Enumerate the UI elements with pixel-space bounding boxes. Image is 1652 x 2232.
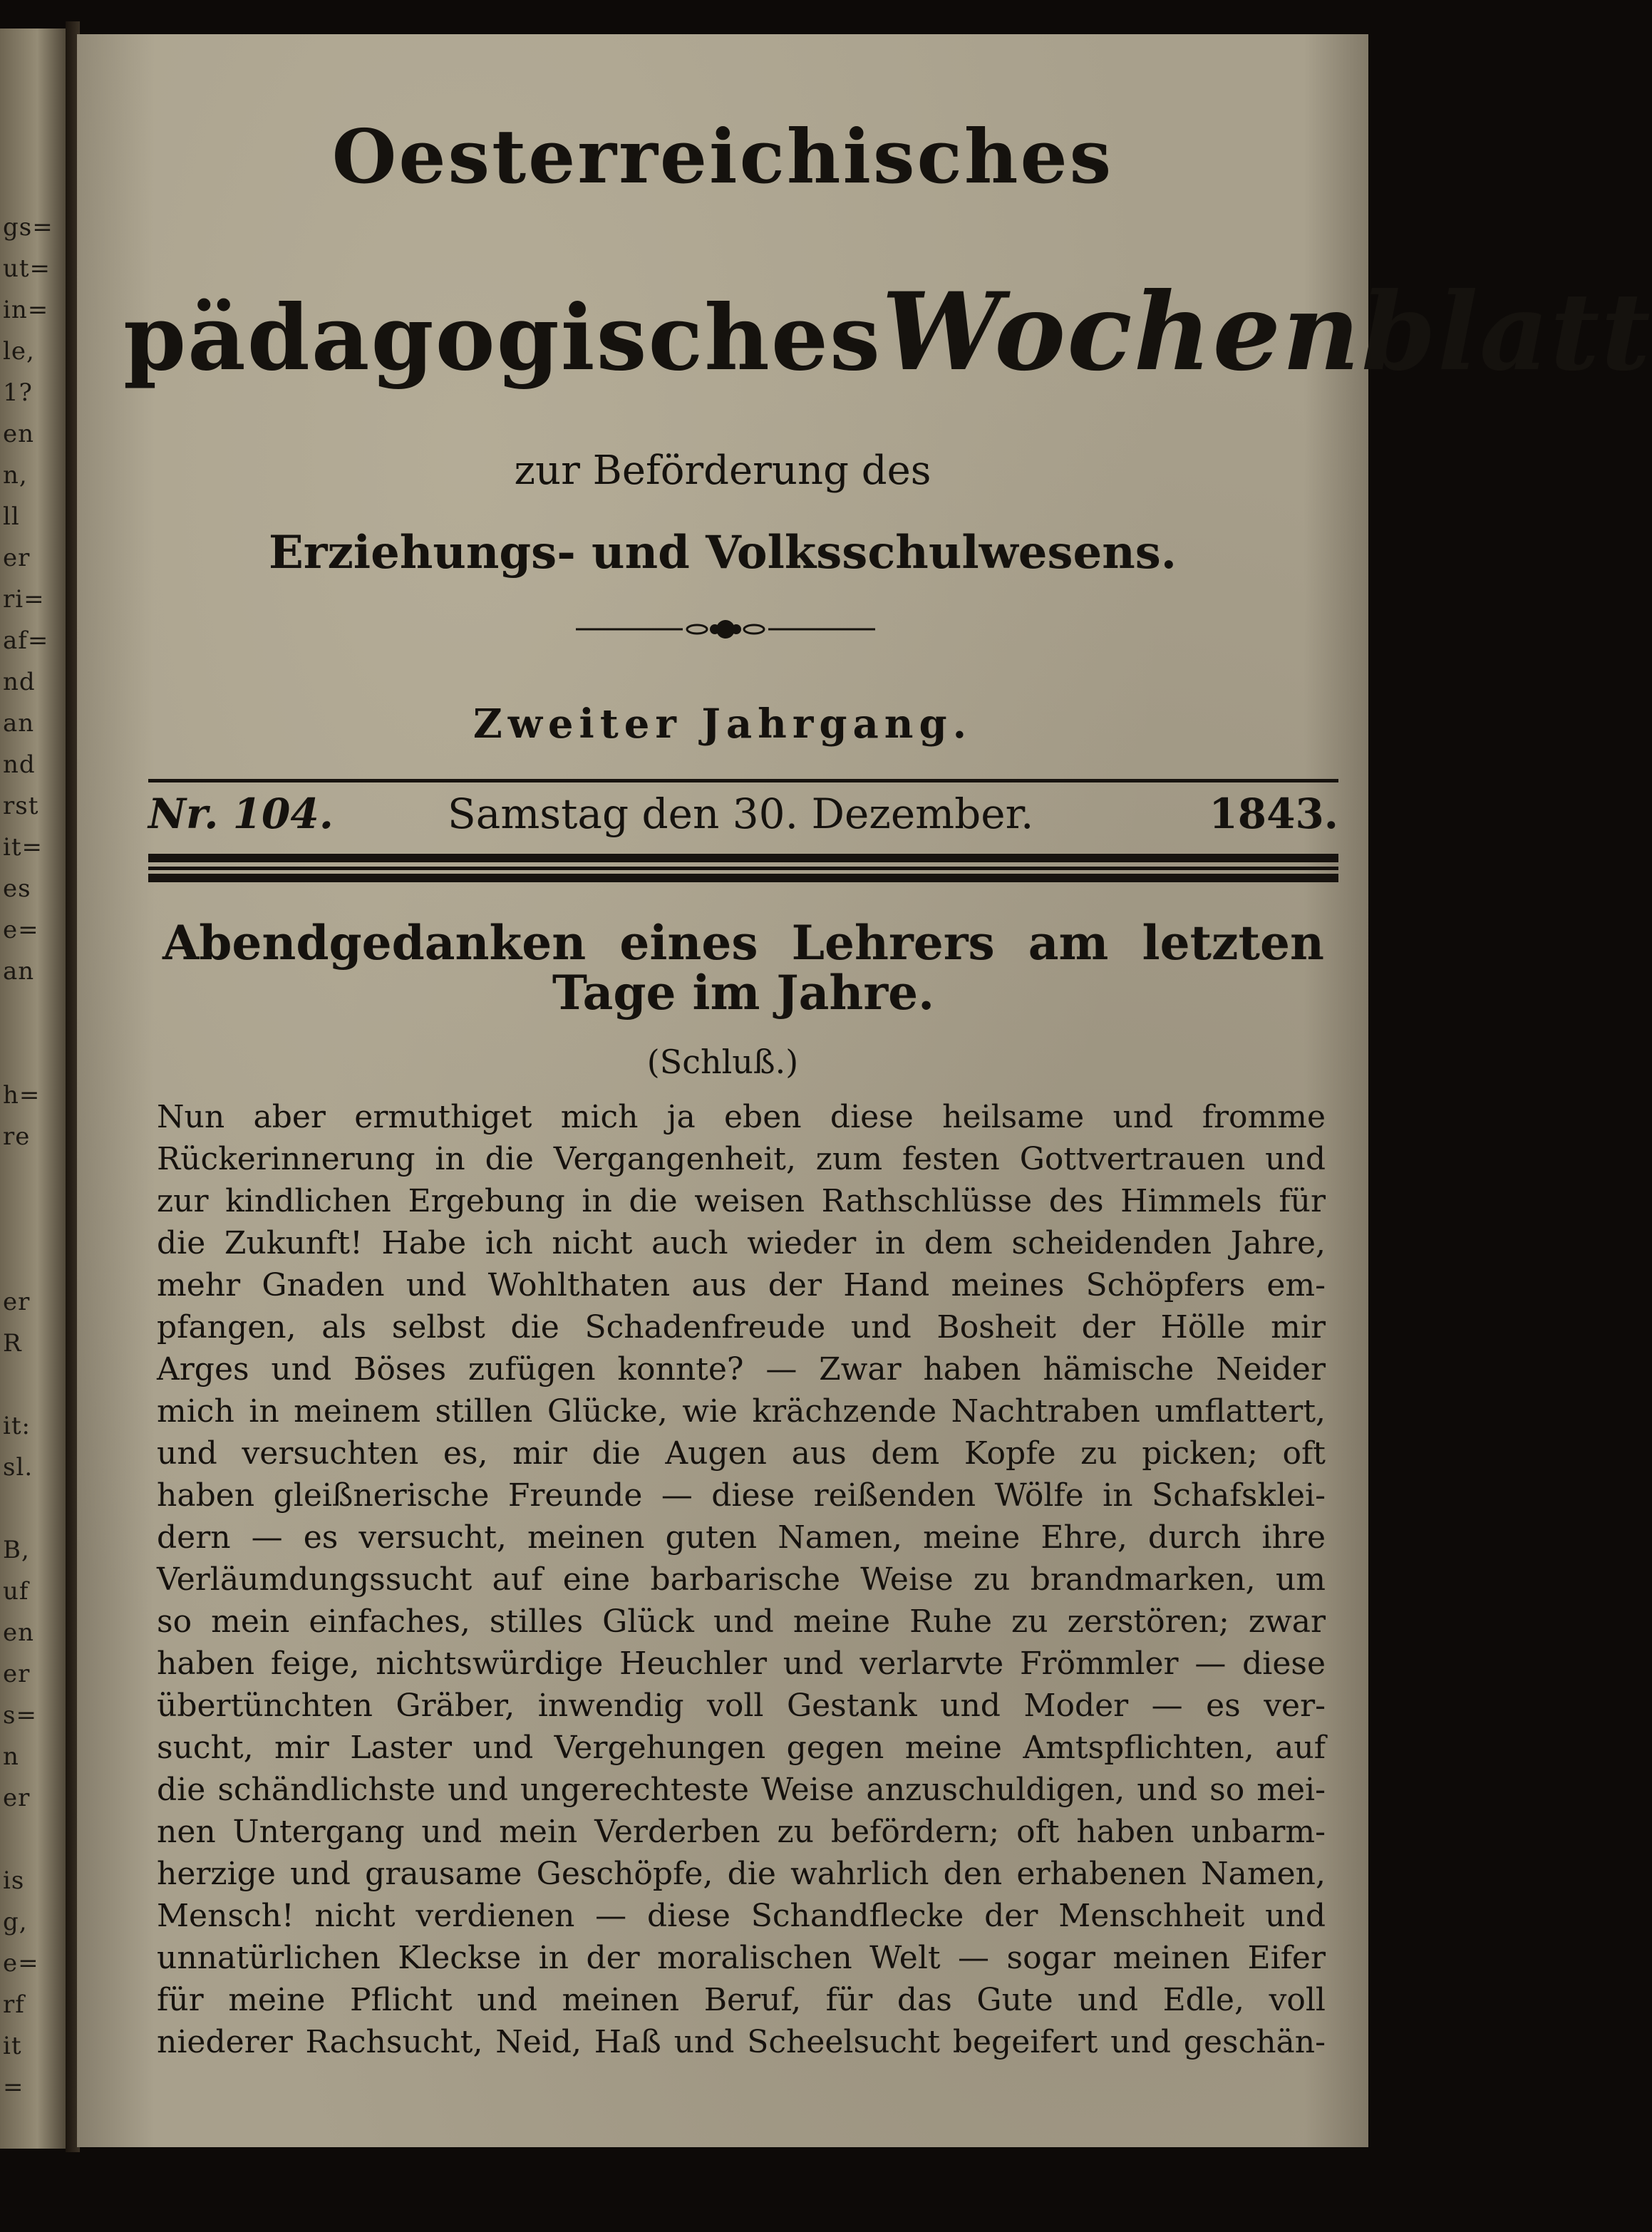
article-title-line2: Tage im Jahre. — [552, 965, 935, 1021]
facing-page — [0, 29, 68, 2149]
facing-page-fragment: an — [3, 957, 35, 986]
facing-page-fragments — [3, 207, 63, 2232]
newspaper-page — [77, 34, 1652, 2147]
facing-page-fragment: re — [3, 1122, 31, 1151]
facing-page-fragment: er — [3, 544, 31, 572]
facing-page-fragment: rst — [3, 792, 39, 820]
masthead-word-wochenblatt: Wochenblatt — [881, 269, 1652, 395]
facing-page-fragment: e= — [3, 916, 39, 944]
article-line: haben feige, nichtswürdige Heuchler und verlarvte Frömmler — diese — [157, 1645, 1326, 1682]
article-title — [162, 915, 1324, 1021]
facing-page-fragment: in= — [3, 296, 49, 324]
article-line: Verläumdungssucht auf eine barbarische Weise zu brandmarken, um — [157, 1561, 1326, 1598]
rule-below-issue-2 — [148, 867, 1338, 870]
facing-page-fragment: nd — [3, 750, 36, 779]
article-title-word: Abendgedanken — [162, 915, 587, 971]
facing-page-fragment — [3, 1819, 63, 1860]
article-line: haben gleißnerische Freunde — diese reißenden Wölfe in Schafsklei- — [157, 1477, 1326, 1514]
ornament-divider — [576, 615, 875, 644]
issue-year: 1843. — [1209, 790, 1338, 838]
article-line: mich in meinem stillen Glücke, wie krächzende Nachtraben umflattert, — [157, 1393, 1326, 1430]
facing-page-fragment — [3, 2108, 63, 2149]
facing-page-fragment — [3, 1488, 63, 1529]
facing-page-fragment: it= — [3, 833, 43, 862]
article-line: die schändlichste und ungerechteste Weise anzuschuldigen, und so mei- — [157, 1772, 1326, 1808]
facing-page-fragment — [3, 1033, 63, 1075]
facing-page-fragment — [3, 1240, 63, 1281]
facing-page-fragment: = — [3, 2073, 24, 2102]
facing-page-fragment: er — [3, 1660, 31, 1688]
article-line: die Zukunft! Habe ich nicht auch wieder in dem scheidenden Jahre, — [157, 1225, 1326, 1261]
facing-page-fragment: er — [3, 1288, 31, 1316]
article-title-word: eines — [619, 915, 758, 971]
facing-page-fragment — [3, 1199, 63, 1240]
facing-page-fragment: uf — [3, 1577, 29, 1606]
facing-page-fragment: n — [3, 1742, 19, 1771]
facing-page-fragment: ri= — [3, 585, 45, 614]
facing-page-fragment — [3, 1157, 63, 1199]
article-line: übertünchten Gräber, inwendig voll Gestank und Moder — es ver- — [157, 1688, 1326, 1724]
facing-page-fragment: R — [3, 1329, 22, 1358]
masthead-subject: Erziehungs- und Volksschulwesens. — [268, 526, 1177, 579]
masthead-title-line2 — [123, 269, 1652, 395]
rule-below-issue-3 — [148, 874, 1338, 882]
article-title-word: Lehrers — [791, 915, 995, 971]
facing-page-fragment: ut= — [3, 254, 51, 283]
issue-line — [148, 790, 1338, 847]
facing-page-fragment: rf — [3, 1990, 25, 2019]
article-title-word: letzten — [1142, 915, 1324, 971]
rule-above-issue — [148, 779, 1338, 782]
article-line: Nun aber ermuthiget mich ja eben diese heilsame und fromme — [157, 1099, 1326, 1135]
facing-page-fragment: it: — [3, 1412, 31, 1440]
facing-page-fragment: e= — [3, 1949, 39, 1978]
facing-page-fragment: en — [3, 420, 35, 448]
facing-page-fragment: gs= — [3, 213, 53, 242]
facing-page-fragment — [3, 1364, 63, 1405]
article-line: und versuchten es, mir die Augen aus dem Kopfe zu picken; oft — [157, 1435, 1326, 1472]
facing-page-fragment — [3, 2191, 63, 2232]
facing-page-fragment: n, — [3, 461, 28, 490]
facing-page-fragment: le, — [3, 337, 35, 366]
article-line: sucht, mir Laster und Vergehungen gegen meine Amtspflichten, auf — [157, 1730, 1326, 1766]
facing-page-fragment: sl. — [3, 1453, 33, 1482]
rule-below-issue-1 — [148, 854, 1338, 862]
facing-page-fragment: it — [3, 2032, 22, 2060]
article-line: nen Untergang und mein Verderben zu befördern; oft haben unbarm- — [157, 1814, 1326, 1850]
facing-page-fragment: B, — [3, 1536, 30, 1564]
facing-page-fragment: s= — [3, 1701, 37, 1730]
article-line: Mensch! nicht verdienen — diese Schandflecke der Menschheit und — [157, 1898, 1326, 1934]
facing-page-fragment — [3, 2149, 63, 2191]
facing-page-fragment: er — [3, 1784, 31, 1812]
volume-year: Zweiter Jahrgang. — [473, 701, 973, 748]
article-line: zur kindlichen Ergebung in die weisen Rathschlüsse des Himmels für — [157, 1183, 1326, 1219]
article-line: herzige und grausame Geschöpfe, die wahrlich den erhabenen Namen, — [157, 1856, 1326, 1892]
article-body — [157, 1096, 1326, 2063]
article-line: niederer Rachsucht, Neid, Haß und Scheelsucht begeifert und geschän- — [157, 2024, 1326, 2060]
article-line: Rückerinnerung in die Vergangenheit, zum festen Gottvertrauen und — [157, 1141, 1326, 1177]
facing-page-fragment: nd — [3, 668, 36, 696]
masthead-subtitle: zur Beförderung des — [514, 448, 931, 494]
issue-date: Samstag den 30. Dezember. — [448, 790, 1034, 838]
facing-page-fragment: an — [3, 709, 35, 738]
masthead-word-paedagogisches: pädagogisches — [123, 285, 882, 391]
article-line: unnatürlichen Kleckse in der moralischen Welt — sogar meinen Eifer — [157, 1940, 1326, 1976]
facing-page-fragment: 1? — [3, 378, 33, 407]
article-title-word: am — [1028, 915, 1109, 971]
article-line: pfangen, als selbst die Schadenfreude und Bosheit der Hölle mir — [157, 1309, 1326, 1345]
masthead-title-line1: Oesterreichisches — [331, 113, 1114, 200]
issue-number: Nr. 104. — [148, 790, 334, 838]
article-title-line1 — [162, 915, 1324, 971]
facing-page-fragment: en — [3, 1618, 35, 1647]
facing-page-fragment: af= — [3, 626, 49, 655]
facing-page-fragment: ll — [3, 502, 20, 531]
article-line: mehr Gnaden und Wohlthaten aus der Hand meines Schöpfers em- — [157, 1267, 1326, 1303]
facing-page-fragment: es — [3, 874, 31, 903]
article-line: dern — es versucht, meinen guten Namen, meine Ehre, durch ihre — [157, 1519, 1326, 1556]
article-line: für meine Pflicht und meinen Beruf, für das Gute und Edle, voll — [157, 1982, 1326, 2018]
facing-page-fragment: g, — [3, 1908, 28, 1936]
facing-page-fragment: h= — [3, 1081, 41, 1110]
facing-page-fragment — [3, 992, 63, 1033]
facing-page-fragment: is — [3, 1866, 25, 1895]
article-line: so mein einfaches, stilles Glück und meine Ruhe zu zerstören; zwar — [157, 1603, 1326, 1640]
article-subtitle: (Schluß.) — [646, 1043, 799, 1081]
article-line: Arges und Böses zufügen konnte? — Zwar haben hämische Neider — [157, 1351, 1326, 1388]
